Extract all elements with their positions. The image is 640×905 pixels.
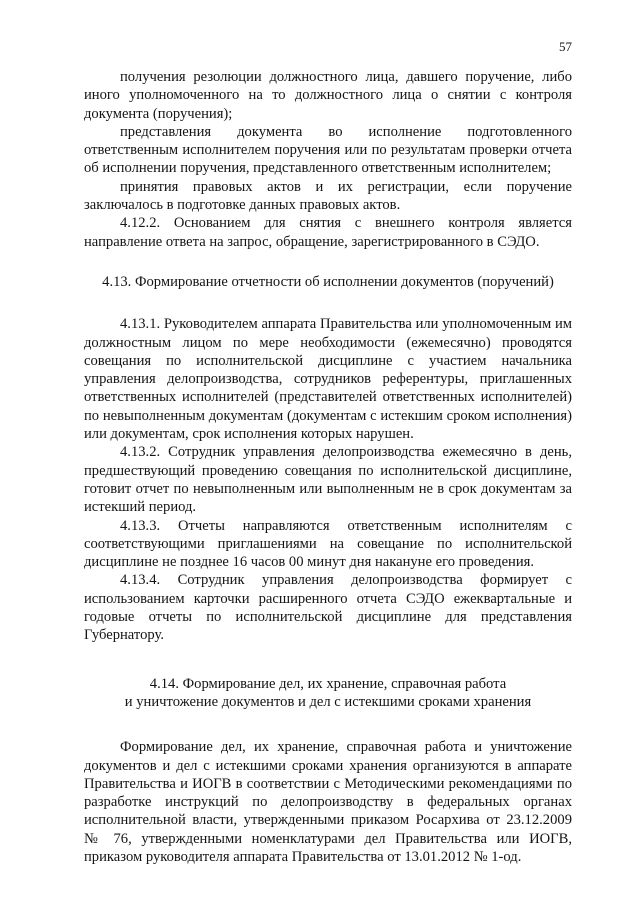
paragraph-legal-acts: принятия правовых актов и их регистрации, если поручение заключалось в подготовке данных правовых актов. [84, 178, 572, 214]
section-heading-4-14-line1: 4.14. Формирование дел, их хранение, справочная работа [149, 675, 507, 692]
paragraph-4-13-1: 4.13.1. Руководителем аппарата Правительства или уполномоченным им должностным лицом по мере необходимости (ежемесячно) проводятся совещания по исполнительской дисциплине с участием начальника управления делопроизводства, сотрудников референтуры, приглашенных ответственных исполнителей (представителей ответственных исполнителей) по невыполненным документам (документам с истекшим сроком исполнения) или документам, срок исполнения которых нарушен. [84, 316, 572, 443]
paragraph-4-13-2: 4.13.2. Сотрудник управления делопроизводства ежемесячно в день, предшествующий проведению совещания по исполнительской дисциплине, готовит отчет по невыполненным или выполненным не в срок документам за истекший период. [84, 444, 572, 516]
paragraph-4-13-4: 4.13.4. Сотрудник управления делопроизводства формирует с использованием карточки расширенного отчета СЭДО ежеквартальные и годовые отчеты по исполнительской дисциплине для представления Губернатору. [84, 572, 572, 644]
page-number: 57 [559, 39, 572, 54]
section-heading-4-13: 4.13. Формирование отчетности об исполнении документов (поручений) [102, 273, 554, 290]
section-heading-4-14 [84, 675, 572, 712]
paragraph-resolution: получения резолюции должностного лица, давшего поручение, либо иного уполномоченного на то должностного лица о снятии с контроля документа (поручения); [84, 69, 572, 122]
paragraph-4-13-3: 4.13.3. Отчеты направляются ответственным исполнителям с соответствующими приглашениями на совещание по исполнительской дисциплине не позднее 16 часов 00 минут дня накануне его проведения. [84, 517, 572, 571]
document-body [84, 68, 572, 866]
section-heading-4-14-line2: и уничтожение документов и дел с истекшими сроками хранения [124, 693, 532, 710]
paragraph-4-12-2: 4.12.2. Основанием для снятия с внешнего контроля является направление ответа на запрос, обращение, зарегистрированного в СЭДО. [84, 215, 572, 250]
paragraph-submission: представления документа во исполнение подготовленного ответственным исполнителем поручения или по результатам проверки отчета об исполнении поручения, представленного ответственным исполнителем; [84, 123, 572, 177]
paragraph-4-14-body: Формирование дел, их хранение, справочная работа и уничтожение документов и дел с истекшими сроками хранения организуются в аппарате Правительства и ИОГВ в соответствии с Методическими рекомендациями по разработке инструкций по делопроизводству в федеральных органах исполнительной власти, утвержденными приказом Росархива от 23.12.2009 № 76, утвержденными номенклатурами дел Правительства или ИОГВ, приказом руководителя аппарата Правительства от 13.01.2012 № 1-од. [84, 739, 572, 865]
